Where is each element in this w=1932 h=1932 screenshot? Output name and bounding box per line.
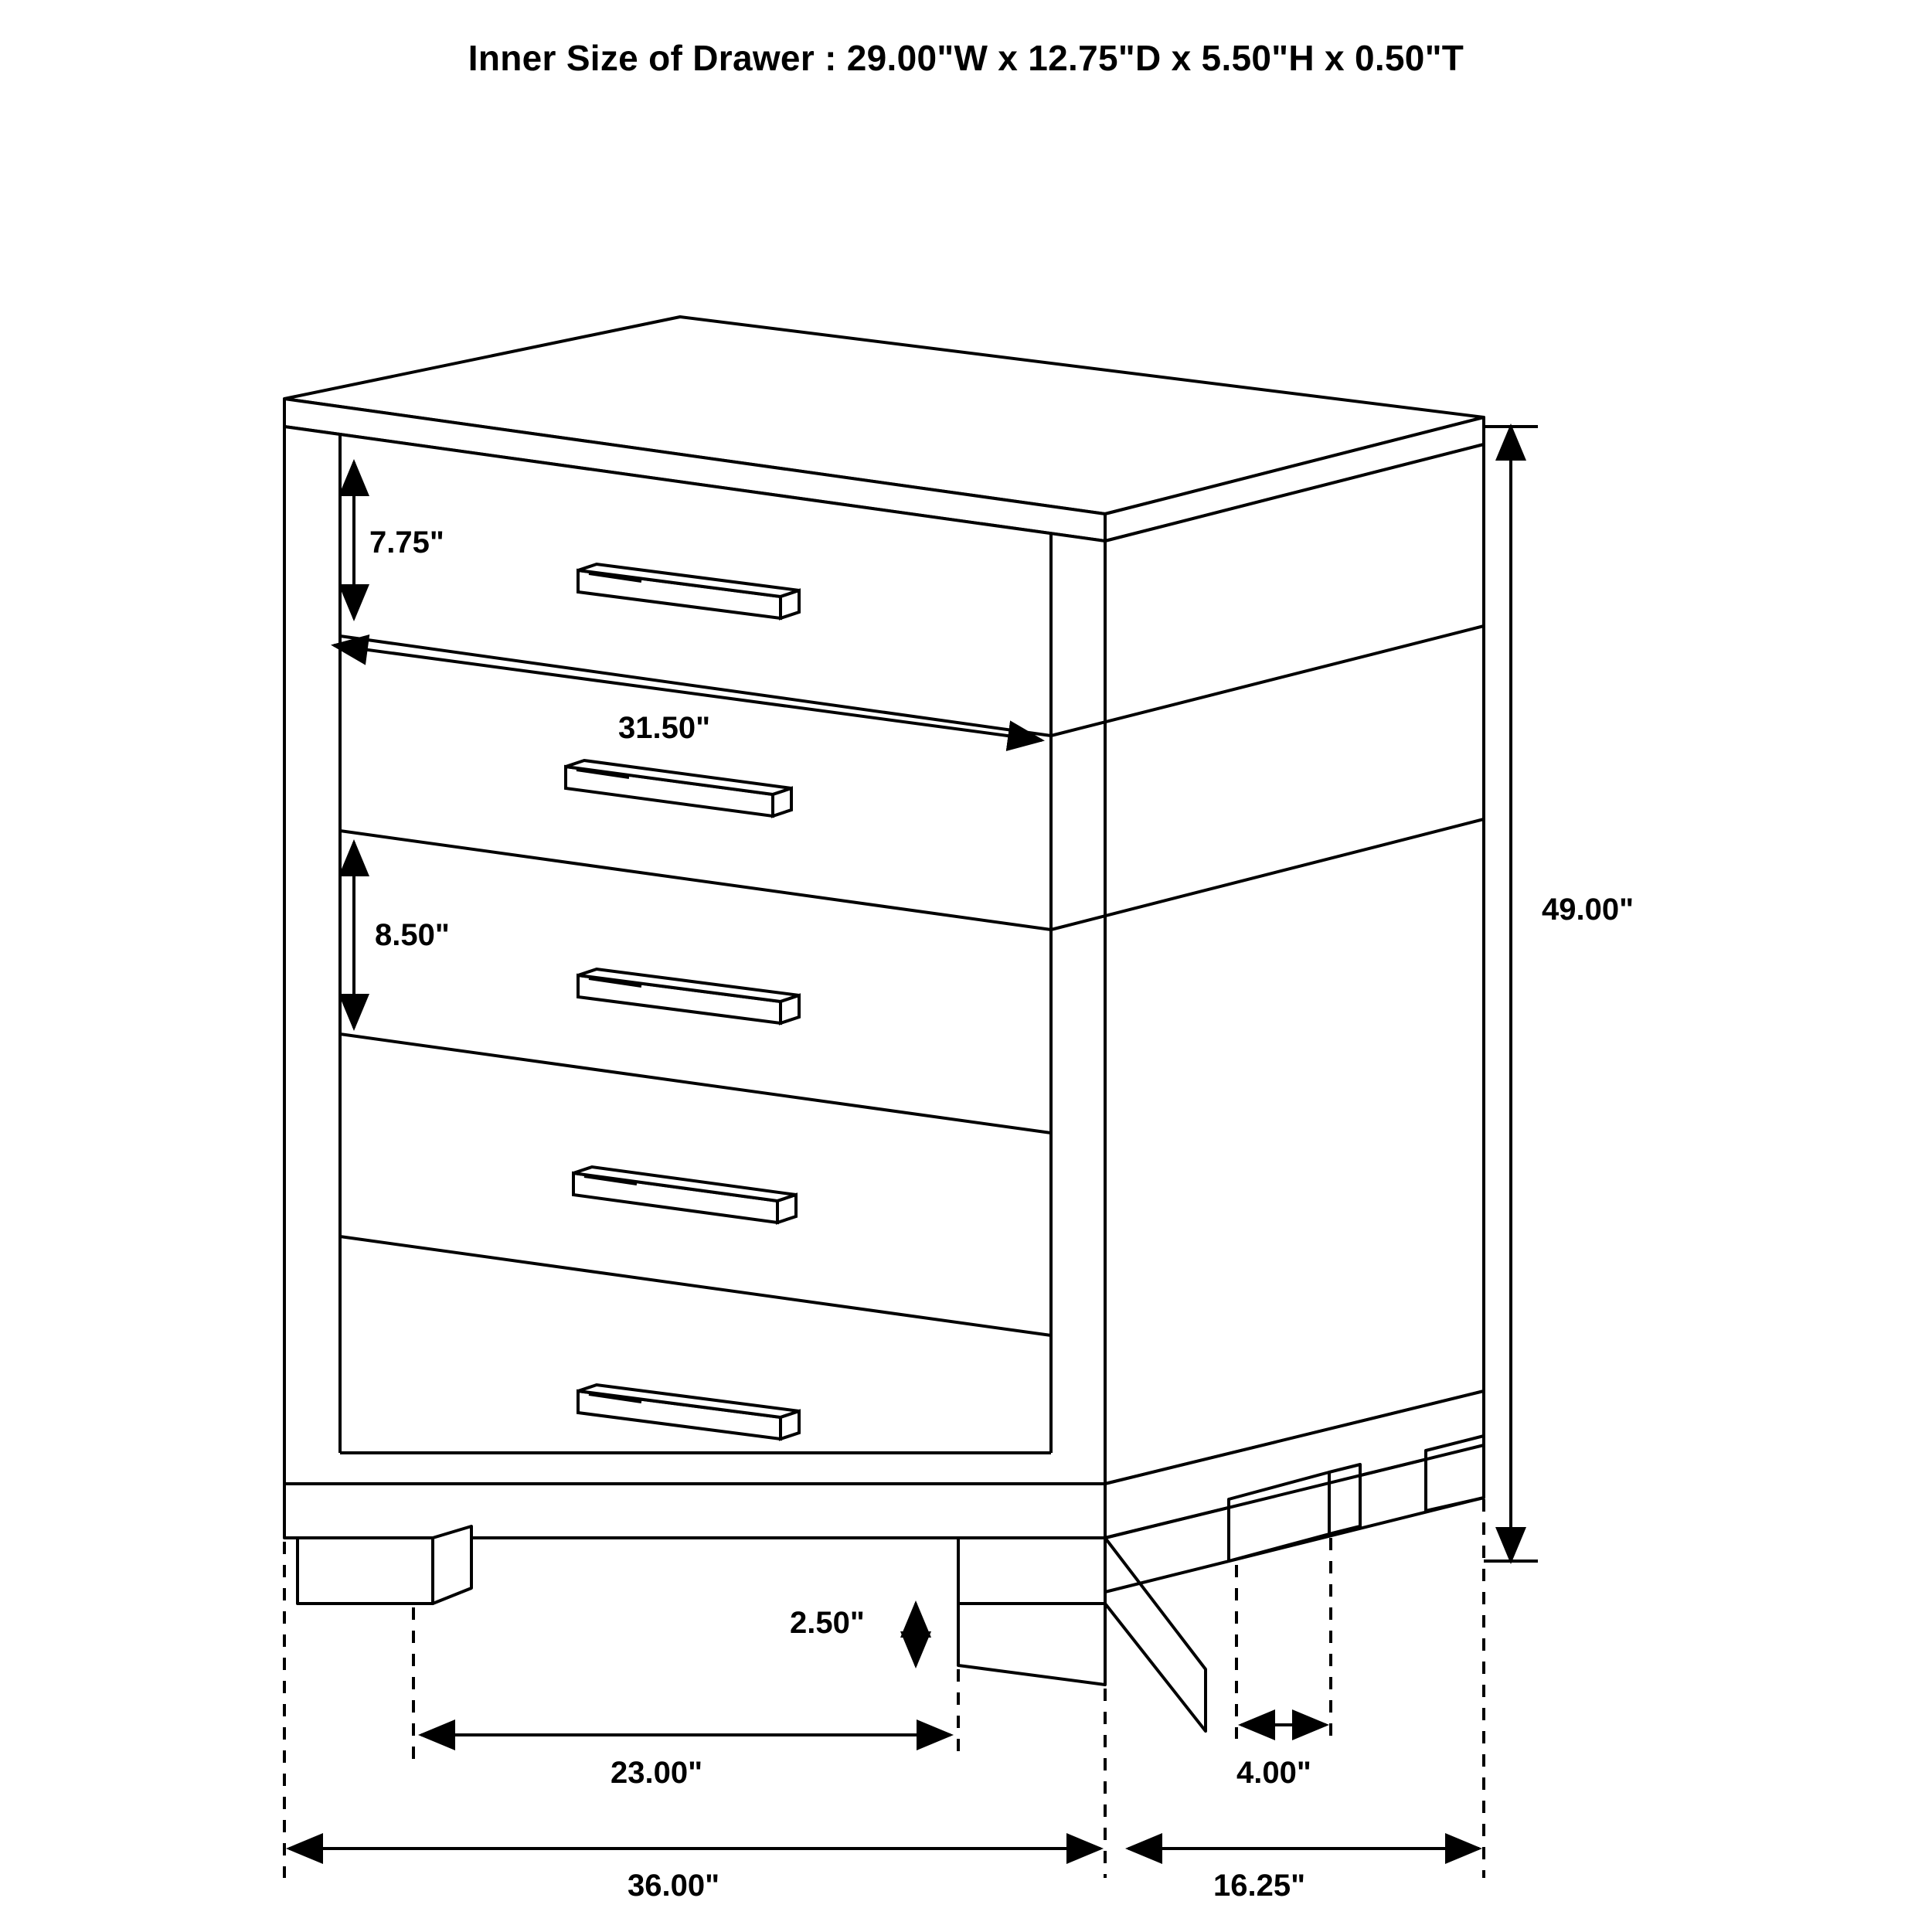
chest-body [284, 317, 1484, 1731]
dimension-label-overall-width: 36.00" [628, 1869, 720, 1903]
dimension-label-top-drawer-height: 7.75" [369, 526, 444, 560]
dimension-label-drawer-front-width: 31.50" [618, 711, 711, 745]
dimension-label-overall-height: 49.00" [1542, 893, 1634, 927]
dimension-label-leg-width-side: 4.00" [1236, 1756, 1311, 1790]
dimension-label-inner-leg-span: 23.00" [611, 1756, 703, 1790]
page-title: Inner Size of Drawer : 29.00"W x 12.75"D x 5.50"H x 0.50"T [468, 38, 1464, 78]
dimension-label-lower-drawer-height: 8.50" [375, 918, 450, 952]
dimension-label-overall-depth: 16.25" [1213, 1869, 1306, 1903]
dimension-label-leg-height: 2.50" [790, 1606, 865, 1640]
